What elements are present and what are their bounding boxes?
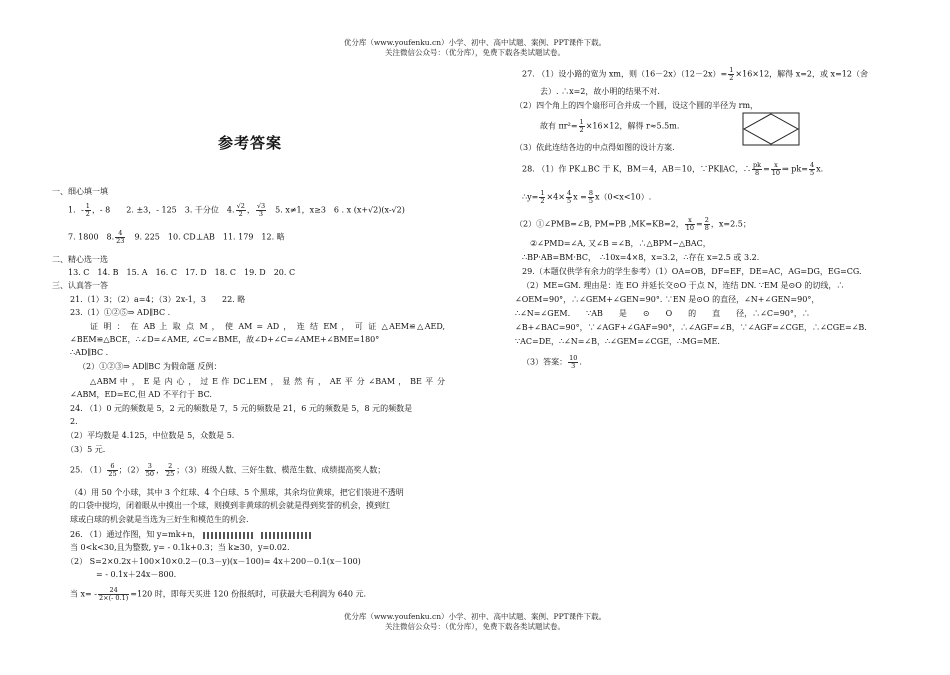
q26-line5: 当 x= - $\frac{24}{2\times(- 0.1)}$ =120 时，即每天买进 120 份报纸时，可获最大毛利润为 640 元. bbox=[70, 586, 367, 602]
fraction: $\frac{1}{2}$ bbox=[540, 189, 545, 205]
q25-line2: （4）用 50 个小球，其中 3 个红球、4 个白球、5 个黑球，其余均位黄球，把它们装进不透明 bbox=[70, 488, 404, 497]
footer-line-1: 优分库（www.youfenku.cn）小学、初中、高中试题、案例、PPT课件下载。 bbox=[343, 612, 607, 621]
header-line-1: 优分库（www.youfenku.cn）小学、初中、高中试题、案例、PPT课件下载。 bbox=[343, 38, 607, 47]
fraction: $\frac{10}{3}$ bbox=[569, 354, 578, 370]
section2-answers: 13. C 14. B 15. A 16. C 17. D 18. C 19. D 20. C bbox=[68, 268, 296, 277]
fraction: $\frac{2}{8}$ bbox=[704, 216, 709, 232]
fraction: $\frac{3}{50}$ bbox=[145, 462, 155, 478]
q26-line1: 26. （1）通过作图，知 y=mk+n， bbox=[70, 530, 316, 541]
q21-answer: 21.（1）3；（2）a=4；（3）2x-1，3 22. 略 bbox=[70, 295, 246, 304]
q27-line1: 27. （1）设小路的宽为 xm，则（16－2x）（12－2x）= $\frac{1}{2}$ ×16×12，解得 x=2，或 x=12（舍 bbox=[522, 66, 868, 82]
fraction: $\frac{2}{25}$ bbox=[166, 462, 175, 478]
q23-line2: 证 明 ： 在 AB 上 取 点 M ， 使 AM = AD ， 连 结 EM ， 可 证 △AEM≌△AED, bbox=[90, 322, 445, 331]
fraction: $\frac{6}{25}$ bbox=[108, 462, 117, 478]
obscured-formula bbox=[261, 532, 313, 539]
section1-line2: 7. 1800 8. $\frac{4}{23}$ 9. 225 10. CD⊥AB 11. 179 12. 略 bbox=[68, 229, 285, 245]
answer-title: 参考答案 bbox=[218, 134, 283, 152]
fraction: $\frac{1}{2}$ bbox=[579, 118, 584, 134]
q27-line2: 去）. ∴x=2，故小明的结果不对. bbox=[540, 87, 660, 96]
q24-line1: 24. （1）0 元的频数是 5，2 元的频数是 7，5 元的频数是 21，6 元的频数是 5，8 元的频数是 bbox=[70, 404, 413, 413]
fraction: $\frac{x}{10}$ bbox=[685, 216, 695, 232]
q26-line3: （2） S=2×0.2x＋100×10×0.2－(0.3－y)(x－100)= 4x＋200－0.1(x－100) bbox=[66, 557, 361, 566]
q24-line3: （2）平均数是 4.125，中位数是 5，众数是 5. bbox=[66, 431, 235, 440]
fraction: $\frac{24}{2\times(- 0.1)}$ bbox=[99, 586, 129, 602]
section1-line1: 1．- $\frac{1}{2}$ ，- 8 2. ±3，- 125 3. 千分位 4. $\frac{√2}{2}$ ， $\frac{√3}{3}$ 5. x≠1，x≥3 6 . x (x+√2)(x-√2) bbox=[68, 202, 405, 218]
q29-line2: （2）ME=GM. 理由是：连 EO 并延长交⊙O 于点 N，连结 DN. ∵EM 是⊙O 的切线，∴ bbox=[522, 281, 845, 290]
q29-line5: ∠B+∠BAC=90°，∵∠AGF+∠GAF=90°，∴∠AGF=∠B，∵∠AGF=∠CGE，∴∠CGE=∠B. bbox=[515, 323, 867, 332]
q23-line3: ∠BEM≌△BCE，∴∠D=∠AME, ∠C=∠BME，故∠D+∠C=∠AME+∠BME=180° bbox=[70, 335, 380, 344]
obscured-formula bbox=[203, 532, 255, 539]
q29-line3: ∠OEM=90°，∴∠GEM+∠GEN=90°. ∵EN 是⊙O 的直径，∠N+∠GEN=90°， bbox=[515, 295, 820, 304]
q25-line1: 25. （1） $\frac{6}{25}$ ；（2） $\frac{3}{50}$ ， $\frac{2}{25}$ ；（3）班级人数、三好生数、模范生数、成绩提高奖人数； bbox=[70, 462, 386, 478]
fraction: $\frac{√2}{2}$ bbox=[236, 202, 245, 218]
q28-line2: ∴y= $\frac{1}{2}$ ×4× $\frac{4}{5}$ x = $\frac{8}{5}$ x（0<x<10）. bbox=[522, 189, 652, 205]
q25-line4: 球或白球的机会就是当选为三好生和模范生的机会. bbox=[70, 515, 249, 524]
q29-line6: ∵AC=DE，∴∠N=∠B，∴∠GEM=∠CGE，∴MG=ME. bbox=[515, 337, 720, 346]
section1-heading: 一、细心填一填 bbox=[52, 187, 108, 196]
path-design-diagram bbox=[742, 112, 800, 146]
q27-line4: 故有 πr²= $\frac{1}{2}$ ×16×12，解得 r≈5.5m. bbox=[540, 118, 680, 134]
q29-line7: （3）答案： $\frac{10}{3}$ . bbox=[522, 354, 582, 370]
q23-line7: ∠ABM，ED=EC,但 AD 不平行于 BC. bbox=[70, 390, 212, 399]
page-header bbox=[0, 38, 950, 58]
q28-line4: ②∠PMD=∠A, 又∠B =∠B，∴△BPM∽△BAC， bbox=[530, 239, 711, 248]
q23-line4: ∴AD∥BC . bbox=[70, 348, 109, 357]
fraction: $\frac{x}{10}$ bbox=[771, 161, 781, 177]
fraction: $\frac{√3}{3}$ bbox=[256, 202, 266, 218]
fraction: $\frac{4}{5}$ bbox=[809, 161, 815, 177]
section2-heading: 二、精心选一选 bbox=[52, 255, 108, 264]
q28-line3: （2）①∠PMB=∠B, PM=PB ,MK=KB=2， $\frac{x}{10}$ = $\frac{2}{8}$ ，x=2.5； bbox=[515, 216, 751, 232]
q29-line1: 29.（本题仅供学有余力的学生参考）（1）OA=OB，DF=EF，DE=AC，AG=DG，EG=CG. bbox=[522, 267, 862, 276]
q23-line6: △ABM 中 ， E 是 内 心 ， 过 E 作 DC⊥EM ， 显 然 有 ， AE 平 分 ∠BAM ， BE 平 分 bbox=[90, 377, 445, 386]
q28-line1: 28. （1）作 PK⊥BC 于 K，BM＝4，AB＝10，∵PK∥AC，∴ $\frac{pk}{8}$ = $\frac{x}{10}$ ⇒ pk= $\frac{4}{5}$ x. bbox=[522, 161, 824, 177]
q27-line5: （3）依此连结各边的中点得如图的设计方案. bbox=[515, 143, 675, 152]
q27-line3: （2）四个角上的四个扇形可合并成一个圆，设这个圆的半径为 rm， bbox=[515, 101, 759, 110]
q25-line3: 的口袋中搅均，闭着眼从中摸出一个球，则摸到非黄球的机会就是得到奖誉的机会，摸到红 bbox=[70, 501, 390, 510]
fraction: $\frac{4}{5}$ bbox=[566, 189, 572, 205]
q29-line4: ∴∠N=∠GEM. ∵AB 是 ⊙ O 的 直 径，∴∠C=90°，∴ bbox=[515, 309, 810, 318]
q26-line2: 当 0<k<30,且为整数, y= - 0.1k+0.3；当 k≥30，y=0.02. bbox=[70, 543, 290, 552]
page-footer bbox=[0, 612, 950, 632]
q23-line5: （2）①②③⇒ AD∥BC 为假命题 反例： bbox=[78, 362, 222, 371]
q23-line1: 23.（1）①②⑤⇒ AD∥BC . bbox=[70, 308, 171, 317]
fraction: $\frac{8}{5}$ bbox=[588, 189, 593, 205]
footer-line-2: 关注微信公众号：（优分库），免费下载各类试题试卷。 bbox=[385, 621, 565, 631]
fraction: $\frac{1}{2}$ bbox=[729, 66, 734, 82]
section3-heading: 三、认真答一答 bbox=[52, 281, 108, 290]
q24-line4: （3）5 元. bbox=[66, 445, 106, 454]
header-line-2: 关注微信公众号：（优分库），免费下载各类试题试卷。 bbox=[385, 47, 565, 57]
q24-line2: 2. bbox=[70, 417, 78, 426]
fraction: $\frac{pk}{8}$ bbox=[752, 161, 762, 177]
q28-line5: ∴BP·AB=BM·BC， ∴10x=4×8，x=3.2，∴存在 x=2.5 或 3.2. bbox=[522, 253, 760, 262]
q26-line4: = - 0.1x＋24x－800. bbox=[96, 570, 177, 579]
fraction: $\frac{1}{2}$ bbox=[85, 202, 90, 218]
fraction: $\frac{4}{23}$ bbox=[116, 229, 125, 245]
